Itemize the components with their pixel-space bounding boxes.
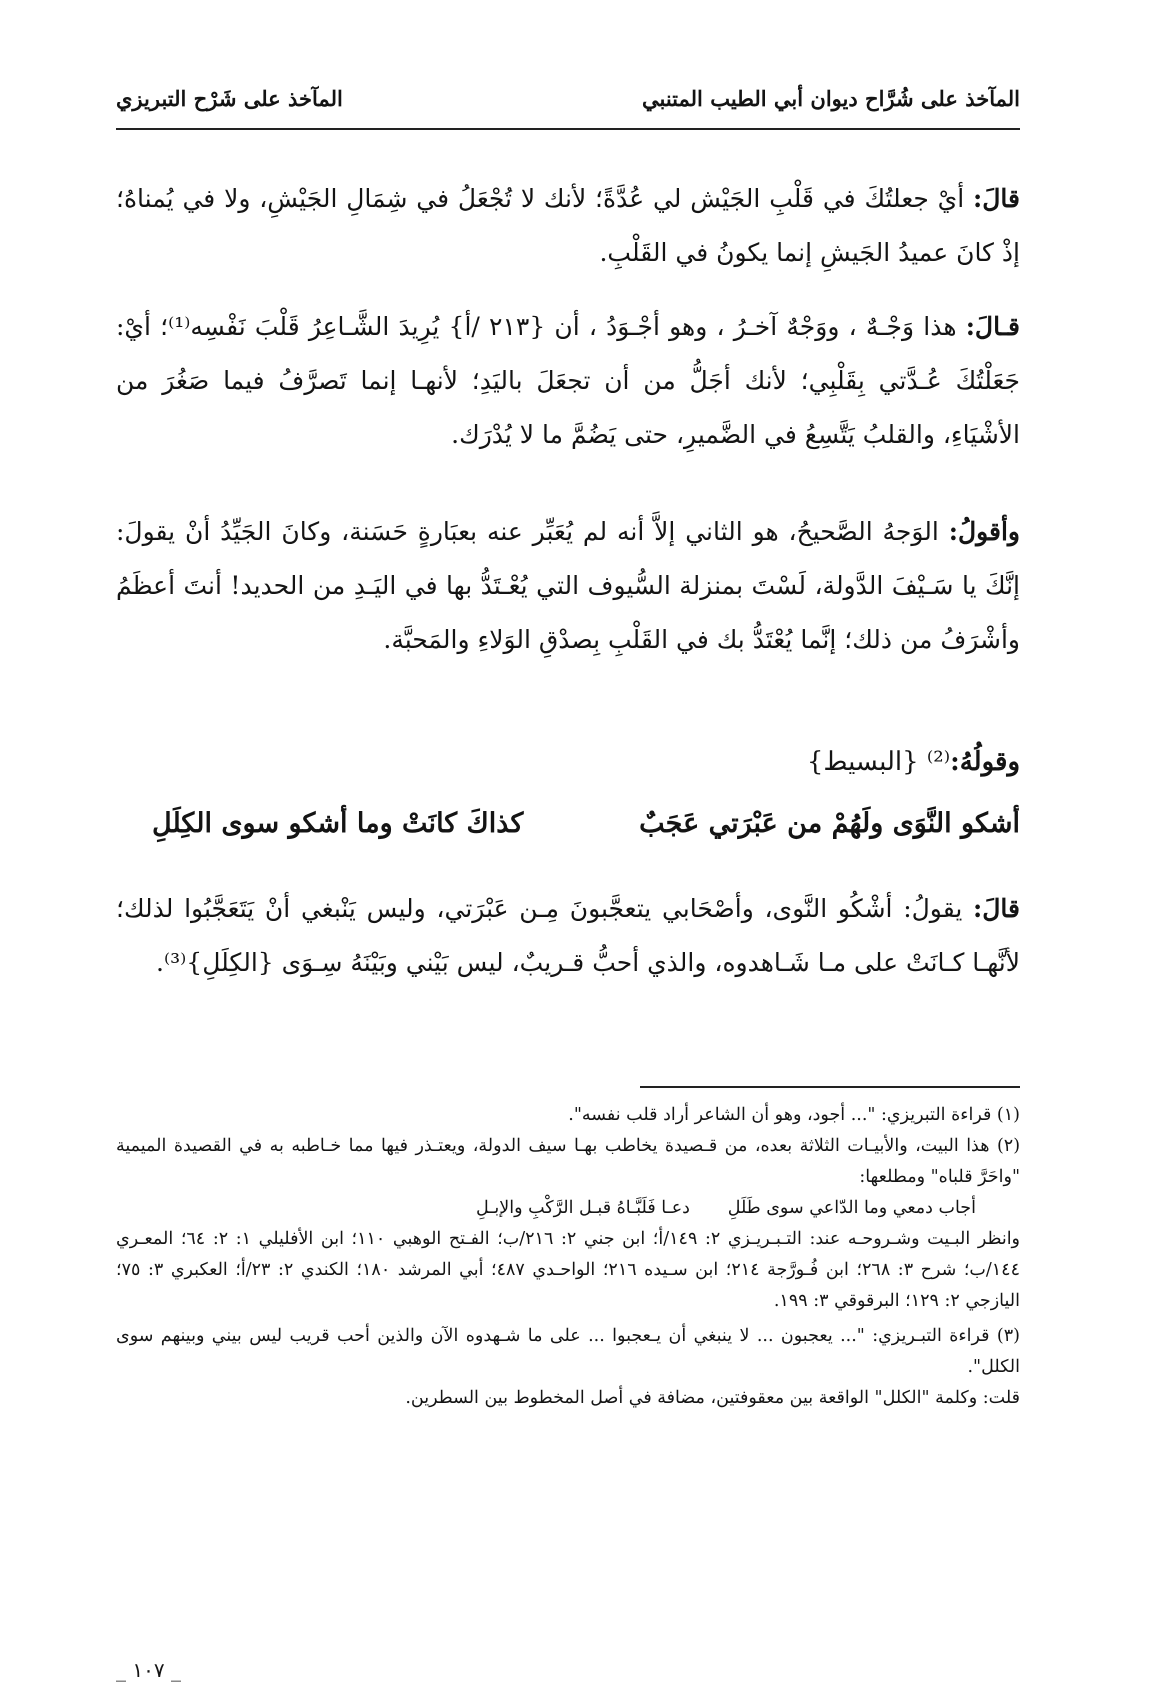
page-number: _ ١٠٧ _ bbox=[116, 1658, 181, 1682]
paragraph-3-lead: وأقولُ: bbox=[948, 517, 1020, 546]
footnote-2-verse bbox=[116, 1193, 1020, 1224]
meter-label: {البسيط} bbox=[806, 747, 919, 777]
paragraph-1-lead: قالَ: bbox=[973, 184, 1020, 213]
paragraph-1 bbox=[116, 172, 1020, 280]
footnote-verse-hemistich-1: أجاب دمعي وما الدّاعي سوى طَلَلِ bbox=[727, 1198, 976, 1218]
footnote-3-note: قلت: وكلمة "الكلل" الواقعة بين معقوفتين، مضافة في أصل المخطوط بين السطرين. bbox=[405, 1388, 1020, 1408]
header-divider bbox=[116, 128, 1020, 130]
poetry-verse bbox=[116, 808, 1020, 856]
footnote-2-intro: (٢) هذا البيت، والأبيـات الثلاثة بعده، من قـصيدة يخاطب بهـا سيف الدولة، ويعتـذر فيها مما خـاطبه به في القصيدة الميمية "واحَرَّ قلباه" ومطلعها: bbox=[116, 1136, 1021, 1187]
paragraph-4-lead: قالَ: bbox=[973, 894, 1020, 923]
paragraph-3 bbox=[116, 505, 1020, 667]
verse-intro-lead: وقولُهُ: bbox=[950, 747, 1020, 777]
footnote-1: (١) قراءة التبريزي: "... أجود، وهو أن الشاعر أراد قلب نفسه". bbox=[568, 1105, 1020, 1125]
footnote-divider bbox=[640, 1086, 1020, 1088]
footnote-verse-hemistich-2: دعـا فَلَبَّـاهُ قبـل الرَّكْبِ والإبـلِ bbox=[476, 1198, 690, 1218]
paragraph-1-text: أيْ جعلتُكَ في قَلْبِ الجَيْش لي عُدَّةً؛ لأنك لا تُجْعَلُ في شِمَالِ الجَيْشِ، ولا في يُمناهُ؛ إذْ كانَ عميدُ الجَيشِ إنما يكونُ في القَلْبِ. bbox=[116, 184, 1020, 267]
footnote-3: (٣) قراءة التبـريزي: "... يعجبون ... لا ينبغي أن يـعجبوا ... على ما شـهدوه الآن والذين أحب قريب ليس بيني وبينهم سوى الكلل". bbox=[116, 1326, 1020, 1377]
verse-hemistich-2: كذاكَ كانَتْ وما أشكو سوى الكِلَلِ bbox=[152, 808, 524, 839]
paragraph-4 bbox=[116, 882, 1020, 990]
book-title: المآخذ على شُرَّاح ديوان أبي الطيب المتنبي bbox=[642, 86, 1020, 111]
paragraph-2-lead: قـالَ: bbox=[965, 312, 1020, 341]
footnotes bbox=[116, 1100, 1020, 1414]
paragraph-2 bbox=[116, 300, 1020, 462]
paragraph-4-text: يقولُ: أشْكُو النَّوى، وأصْحَابي يتعجَّبونَ مِـن عَبْرَتي، وليس يَنْبغي أنْ يَتَعَجَّبُوا لذلك؛ لأنَّهـا كـانَتْ على مـا شَـاهدوه، والذي أحبُّ قـريبٌ، ليس بَيْني وبَيْنَهُ سِـوَى {الكِلَلِ}⁽³⁾. bbox=[116, 894, 1020, 977]
verse-intro bbox=[116, 742, 1020, 782]
running-header bbox=[116, 86, 1020, 126]
paragraph-2-text: هذا وَجْـهٌ ، ووَجْهٌ آخـرُ ، وهو أجْـوَدُ ، أن {٢١٣ /أ} يُرِيدَ الشَّـاعِرُ قَلْبَ نَفْسِه⁽¹⁾؛ أيْ: جَعَلْتُكَ عُـدَّتي بِقَلْبِي؛ لأنك أجَلُّ من أن تجعَلَ باليَدِ؛ لأنهـا إنما تَصرَّفُ فيما صَغُرَ من الأشْيَاءِ، والقلبُ يَتَّسِعُ في الضَّميرِ، حتى يَضُمَّ ما لا يُدْرَك. bbox=[116, 312, 1020, 449]
chapter-title: المآخذ على شَرْح التبريزي bbox=[116, 86, 343, 111]
paragraph-3-text: الوَجهُ الصَّحيحُ، هو الثاني إلاَّ أنه لم يُعَبِّر عنه بعبَارةٍ حَسَنة، وكانَ الجَيِّدُ أنْ يقولَ: إنَّكَ يا سَـيْفَ الدَّولة، لَسْتَ بمنزلة السُّيوف التي يُعْـتَدُّ بها في اليَـدِ من الحديد! أنتَ أعظَمُ وأشْرَفُ من ذلك؛ إنَّما يُعْتَدُّ بك في القَلْبِ بِصدْقِ الوَلاءِ والمَحبَّة. bbox=[116, 517, 1020, 654]
verse-hemistich-1: أشكو النَّوَى ولَهُمْ من عَبْرَتي عَجَبٌ bbox=[639, 808, 1020, 839]
footnote-ref-2: ⁽²⁾ bbox=[926, 747, 951, 777]
footnote-2-sources: وانظر البـيت وشـروحـه عند: التـبـريـزي ٢: ١٤٩/أ؛ ابن جني ٢: ٢١٦/ب؛ الفـتح الوهبي ١١٠؛ ابن الأفليلي ١: ٢: ٦٤؛ المعـري ١٤٤/ب؛ شرح ٣: ٢٦٨؛ ابن فُـورَّجة ٢١٤؛ ابن سـيده ٢١٦؛ الواحـدي ٤٨٧؛ أبي المرشد ١٨٠؛ الكندي ٢: ٢٣/أ؛ العكبري ٣: ٧٥؛ اليازجي ٢: ١٢٩؛ البرقوقي ٣: ١٩٩. bbox=[116, 1229, 1021, 1311]
